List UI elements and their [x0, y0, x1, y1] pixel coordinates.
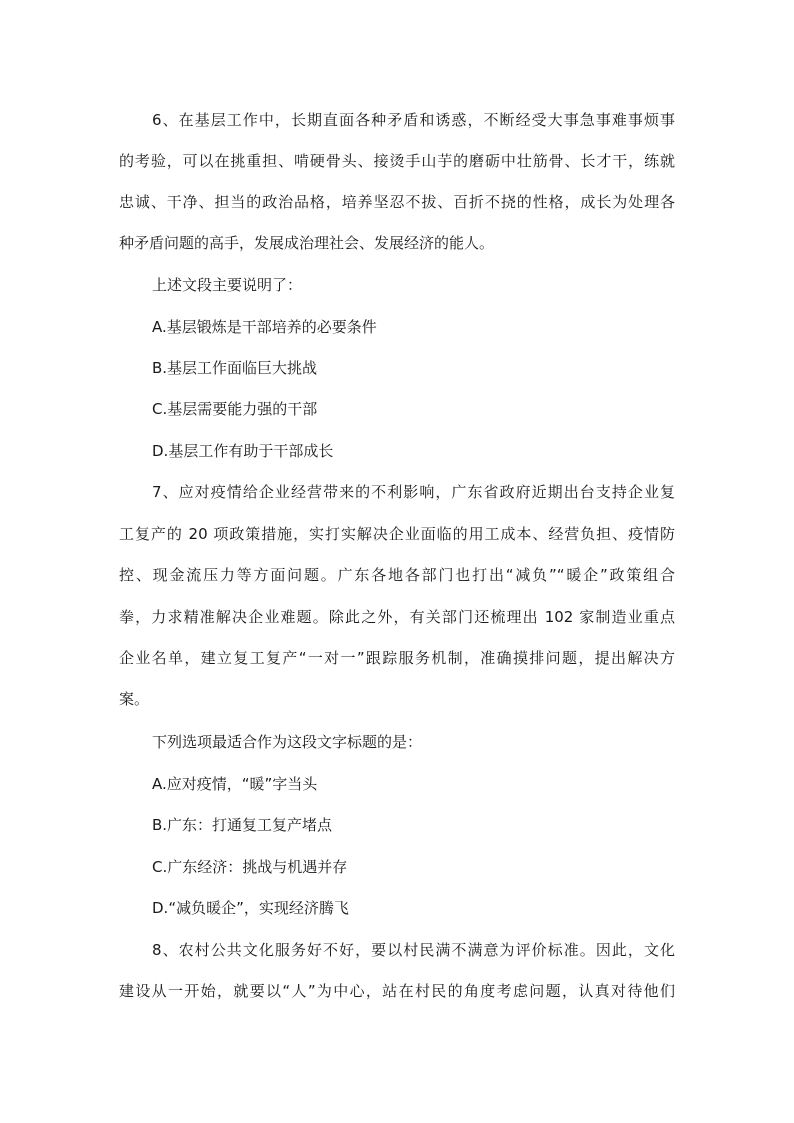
q7-option-a: A.应对疫情，“暖”字当头 — [152, 775, 318, 793]
q7-paragraph-line-2: 工复产的 20 项政策措施，实打实解决企业面临的用工成本、经营负担、疫情防 — [119, 525, 675, 543]
q6-option-a: A.基层锻炼是干部培养的必要条件 — [152, 318, 377, 336]
q6-paragraph-line-1: 6、在基层工作中，长期直面各种矛盾和诱惑，不断经受大事急事难事烦事 — [152, 111, 675, 129]
q7-paragraph-line-5: 企业名单，建立复工复产“一对一”跟踪服务机制，准确摸排问题，提出解决方 — [119, 649, 675, 667]
q6-option-c: C.基层需要能力强的干部 — [152, 400, 318, 418]
q8-paragraph-line-1: 8、农村公共文化服务好不好，要以村民满不满意为评价标准。因此，文化 — [152, 941, 675, 959]
q6-option-b: B.基层工作面临巨大挑战 — [152, 359, 318, 377]
q7-paragraph-line-1: 7、应对疫情给企业经营带来的不利影响，广东省政府近期出台支持企业复 — [152, 483, 675, 501]
q7-paragraph-line-3: 控、现金流压力等方面问题。广东各地各部门也打出“减负”“暖企”政策组合 — [119, 566, 675, 584]
q7-option-b: B.广东：打通复工复产堵点 — [152, 816, 333, 834]
q7-option-d: D.“减负暖企”，实现经济腾飞 — [152, 899, 349, 917]
q7-paragraph-line-6: 案。 — [119, 690, 150, 708]
q6-paragraph-line-4: 种矛盾问题的高手，发展成治理社会、发展经济的能人。 — [119, 234, 495, 252]
q6-option-d: D.基层工作有助于干部成长 — [152, 442, 334, 460]
q6-prompt: 上述文段主要说明了： — [152, 276, 303, 294]
q7-paragraph-line-4: 拳，力求精准解决企业难题。除此之外，有关部门还梳理出 102 家制造业重点 — [119, 608, 675, 626]
q7-prompt: 下列选项最适合作为这段文字标题的是： — [152, 733, 423, 751]
q7-option-c: C.广东经济：挑战与机遇并存 — [152, 858, 348, 876]
q6-paragraph-line-2: 的考验，可以在挑重担、啃硬骨头、接烫手山芋的磨砺中壮筋骨、长才干，练就 — [119, 152, 675, 170]
q6-paragraph-line-3: 忠诚、干净、担当的政治品格，培养坚忍不拔、百折不挠的性格，成长为处理各 — [119, 193, 675, 211]
q8-paragraph-line-2: 建设从一开始，就要以“人”为中心，站在村民的角度考虑问题，认真对待他们 — [119, 982, 675, 1000]
